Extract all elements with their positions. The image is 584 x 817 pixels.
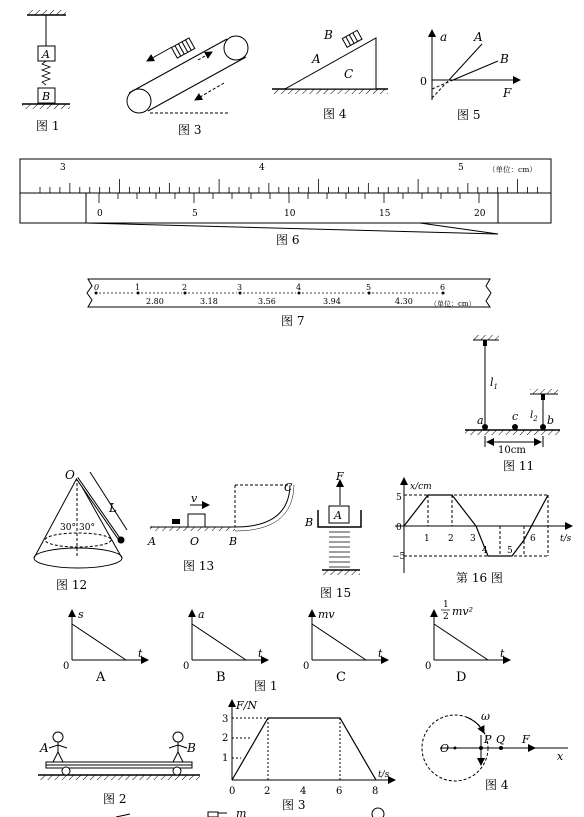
fig7-gap-5: 4.30	[395, 297, 413, 306]
fig4-label-c: C	[344, 67, 354, 81]
quiz2-person-a	[49, 732, 67, 762]
quiz4-label-o: O	[440, 742, 450, 755]
quiz2-plank-people	[38, 732, 200, 806]
fig1-label-a: A	[42, 48, 50, 61]
fig1-spring	[42, 61, 50, 85]
fig3-conveyor	[127, 36, 248, 137]
quiz1-d-frac-den: 2	[443, 612, 449, 622]
quiz1-a-origin: 0	[63, 661, 70, 672]
quiz1-b-origin: 0	[183, 661, 190, 672]
fig16-caption: 第 16 图	[456, 571, 503, 585]
fig16-xt-graph	[392, 478, 572, 585]
fig13-label-b: B	[229, 535, 238, 548]
fig5-caption: 图 5	[457, 108, 481, 122]
quiz2-label-a: A	[40, 741, 49, 755]
quiz4-point-p	[479, 746, 483, 750]
fig5-label-b: B	[500, 52, 509, 66]
fig16-xtick-6: 6	[530, 534, 536, 544]
fig12-ball	[118, 537, 125, 544]
fig6-caption: 图 6	[276, 233, 300, 247]
quiz1-d-origin: 0	[425, 661, 432, 672]
fig16-xtick-5: 5	[507, 546, 513, 556]
quiz1-d-letter: D	[456, 670, 467, 685]
fig6-v-label-5: 5	[192, 209, 198, 219]
quiz3-xtick-0: 0	[229, 786, 236, 797]
quiz1-graph-c	[303, 608, 388, 685]
quiz1-b-ylabel: a	[198, 608, 205, 621]
fig11-caption: 图 11	[503, 459, 535, 473]
fig12-angle-left: 30°	[60, 523, 76, 533]
fig13-track	[147, 481, 294, 573]
fig16-ytick-neg5: −5	[392, 552, 406, 562]
fig11-l1: $l_1$	[490, 376, 498, 391]
fig13-caption: 图 13	[183, 559, 215, 573]
fig15-spring-scale	[304, 470, 361, 600]
fig16-xlabel: t/s	[560, 534, 572, 544]
fig7-pt-3: 3	[237, 283, 243, 292]
quiz4-point-q	[499, 746, 503, 750]
fig1-label-b: B	[42, 90, 51, 103]
fig12-length: L	[109, 501, 117, 515]
quiz1-a-ylabel: s	[78, 608, 84, 621]
fig6-v-label-10: 10	[284, 209, 296, 219]
fig6-label-3: 3	[60, 163, 66, 173]
quiz1-a-letter: A	[96, 670, 106, 685]
fig12-angle-right: 30°	[79, 523, 95, 533]
fig6-v-label-15: 15	[379, 209, 391, 219]
quiz1-c-ylabel: mv	[318, 608, 335, 621]
quiz4-label-q: Q	[496, 733, 506, 746]
quiz1-graph-b	[183, 608, 268, 685]
quiz1-d-frac-num: 1	[443, 600, 449, 610]
fig16-ytick-0: 0	[396, 523, 402, 533]
fig4-label-a: A	[312, 52, 321, 66]
fig5-axis-a: a	[440, 30, 448, 44]
fig5-line-b	[453, 61, 498, 80]
quiz4-rotating-disk	[422, 710, 568, 792]
fig1-caption: 图 1	[36, 119, 60, 133]
fig15-label-a: A	[334, 509, 342, 522]
fig11-ball-b	[540, 424, 546, 430]
quiz3-ytick-1: 1	[222, 753, 229, 764]
quiz3-xtick-6: 6	[336, 786, 343, 797]
fig15-caption: 图 15	[320, 586, 352, 600]
fig16-ytick-5: 5	[396, 493, 402, 503]
quiz4-label-p: P	[484, 733, 492, 746]
quiz1-d-t: t	[500, 647, 505, 660]
fig16-xtick-2: 2	[448, 534, 454, 544]
fig5-axis-f: F	[503, 86, 512, 100]
quiz4-omega: ω	[481, 710, 490, 723]
fig6-unit: （单位：cm）	[488, 165, 537, 174]
quiz1-graph-d	[425, 600, 510, 685]
fig12-cone	[34, 468, 127, 592]
fig4-caption: 图 4	[323, 107, 347, 121]
quiz4-label-x: x	[557, 750, 564, 763]
quiz1-c-origin: 0	[303, 661, 310, 672]
quiz2-caption: 图 2	[103, 792, 127, 806]
fig7-gap-3: 3.56	[258, 297, 276, 306]
fig16-xtick-4: 4	[482, 546, 488, 556]
fig11-pendulums	[465, 335, 560, 473]
quiz3-ytick-2: 2	[222, 733, 229, 744]
quiz1-b-t: t	[258, 647, 263, 660]
quiz1-c-t: t	[378, 647, 383, 660]
fig3-package	[171, 38, 194, 58]
fig6-vernier-caliper	[20, 159, 551, 247]
fig7-gap-2: 3.18	[200, 297, 218, 306]
fig7-gap-1: 2.80	[146, 297, 164, 306]
quiz1-a-t: t	[138, 647, 143, 660]
fig15-label-b: B	[305, 516, 314, 529]
fig5-af-graph	[420, 30, 520, 122]
quiz3-caption: 图 3	[282, 798, 306, 812]
fig4-wedge	[272, 28, 388, 121]
quiz1-graph-a	[63, 608, 148, 685]
quiz4-label-f: F	[522, 733, 530, 746]
quiz3-ylabel: F/N	[236, 699, 257, 712]
quiz1-d-ylabel: mv²	[452, 605, 474, 618]
fig1-spring-blocks	[22, 10, 70, 133]
quiz1-c-letter: C	[336, 670, 346, 685]
fig11-label-a: a	[477, 414, 484, 427]
fig7-pt-0: 0	[94, 283, 100, 292]
fig16-xtick-3: 3	[470, 534, 476, 544]
quiz3-xtick-8: 8	[372, 786, 379, 797]
fig11-l2: $l_2$	[530, 410, 538, 423]
fig11-label-b: b	[547, 414, 555, 427]
quiz2-label-b: B	[187, 741, 196, 755]
fig15-f: F	[336, 470, 344, 483]
fig13-label-o: O	[190, 535, 200, 548]
fig7-pt-4: 4	[296, 283, 302, 292]
fig6-label-5: 5	[458, 163, 464, 173]
fig7-pt-1: 1	[135, 283, 141, 292]
cut-off-label-m: m	[236, 807, 247, 817]
quiz1-caption: 图 1	[254, 679, 278, 693]
quiz1-b-letter: B	[216, 670, 226, 685]
fig12-apex: O	[65, 468, 75, 482]
fig13-label-c: C	[284, 481, 293, 494]
fig11-dist: 10cm	[498, 445, 526, 456]
fig16-xtick-1: 1	[424, 534, 430, 544]
quiz3-xlabel: t/s	[378, 770, 390, 780]
fig7-paper-tape	[87, 279, 491, 328]
fig13-block	[188, 514, 205, 527]
fig3-caption: 图 3	[178, 123, 202, 137]
fig7-pt-5: 5	[366, 283, 372, 292]
fig7-pt-2: 2	[182, 283, 188, 292]
fig6-label-4: 4	[259, 163, 265, 173]
quiz3-xtick-2: 2	[264, 786, 271, 797]
quiz3-xtick-4: 4	[300, 786, 307, 797]
fig5-label-a: A	[474, 30, 483, 44]
fig5-origin: 0	[420, 75, 427, 88]
fig13-v: v	[191, 492, 198, 505]
fig4-label-b: B	[324, 28, 333, 42]
cut-off-fragments	[116, 807, 384, 817]
quiz3-curve	[232, 718, 376, 780]
quiz3-ft-graph	[222, 699, 395, 812]
fig3-arrow-up	[147, 47, 172, 61]
fig6-v-label-20: 20	[474, 209, 486, 219]
fig7-unit: （单位：cm）	[430, 300, 476, 308]
quiz2-person-b	[169, 732, 187, 762]
fig11-label-c: c	[512, 410, 519, 423]
fig16-ylabel: x/cm	[410, 482, 432, 492]
fig6-v-label-0: 0	[97, 209, 103, 219]
fig7-caption: 图 7	[281, 314, 305, 328]
quiz3-ytick-3: 3	[222, 714, 229, 725]
fig7-pt-6: 6	[440, 283, 446, 292]
fig11-ball-c	[512, 424, 518, 430]
quiz4-caption: 图 4	[485, 778, 509, 792]
fig12-caption: 图 12	[56, 578, 88, 592]
fig13-label-a: A	[148, 535, 156, 548]
fig7-gap-4: 3.94	[323, 297, 341, 306]
